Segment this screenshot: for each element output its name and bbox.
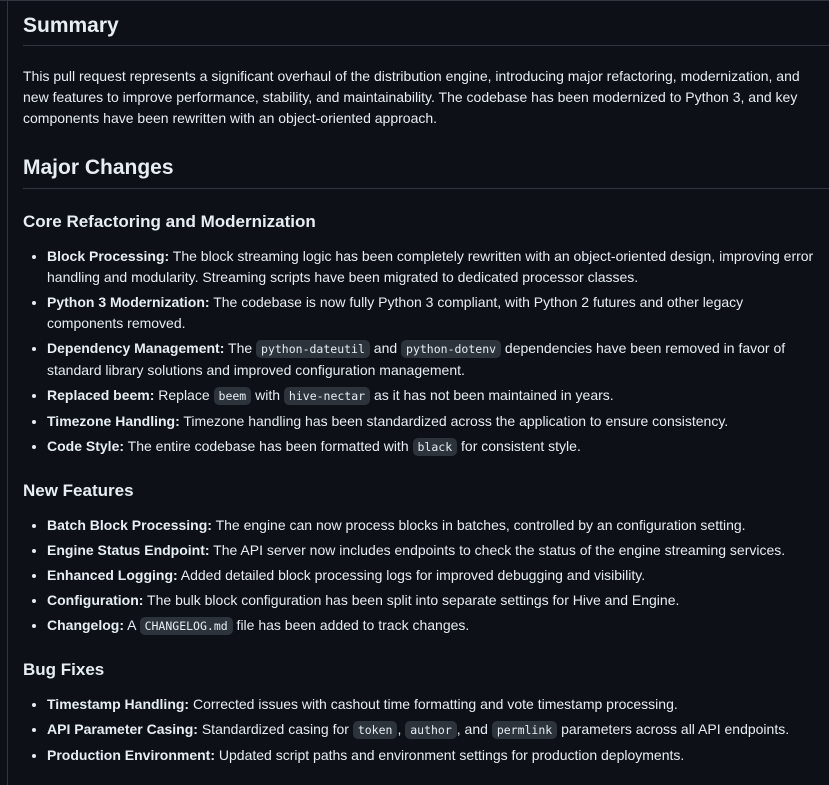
inline-code: CHANGELOG.md — [140, 617, 233, 635]
list-item: • Dependency Management: The python-dateutil and python-dotenv dependencies have been removed in favor of standard library solutions and improved configuration management. — [47, 338, 829, 381]
inline-code: black — [413, 438, 458, 456]
inline-code: token — [353, 721, 398, 739]
major-changes-heading: Major Changes — [23, 155, 829, 188]
bug-fixes-list — [23, 694, 829, 766]
inline-code: python-dotenv — [401, 340, 501, 358]
list-item: • Batch Block Processing: The engine can now process blocks in batches, controlled by an configuration setting. — [47, 515, 829, 536]
core-refactoring-list — [23, 246, 829, 458]
list-item: • Engine Status Endpoint: The API server now includes endpoints to check the status of the engine streaming services. — [47, 540, 829, 561]
core-refactoring-heading: Core Refactoring and Modernization — [23, 211, 316, 231]
list-item: • Replaced beem: Replace beem with hive-nectar as it has not been maintained in years. — [47, 385, 829, 407]
list-item: • Code Style: The entire codebase has been formatted with black for consistent style. — [47, 436, 829, 458]
list-item: • Enhanced Logging: Added detailed block processing logs for improved debugging and visibility. — [47, 565, 829, 586]
bug-fixes-heading: Bug Fixes — [23, 660, 105, 679]
summary-heading: Summary — [23, 0, 829, 46]
list-item: • Configuration: The bulk block configuration has been split into separate settings for Hive and Engine. — [47, 590, 829, 611]
list-item: • Block Processing: The block streaming logic has been completely rewritten with an object-oriented design, improving error handling and modularity. Streaming scripts have been migrated to dedicated processor classes. — [47, 246, 829, 288]
list-item: • API Parameter Casing: Standardized casing for token , author , and permlink parameters across all API endpoints. — [47, 719, 829, 741]
list-item: • Production Environment: Updated script paths and environment settings for production deployments. — [47, 745, 829, 766]
list-item: • Timezone Handling: Timezone handling has been standardized across the application to ensure consistency. — [47, 411, 829, 432]
list-item: • Timestamp Handling: Corrected issues with cashout time formatting and vote timestamp processing. — [47, 694, 829, 715]
summary-paragraph: This pull request represents a significant overhaul of the distribution engine, introducing major refactoring, modernization, and new features to improve performance, stability, and maintainability. The codebase has been modernized to Python 3, and key components have been rewritten with an object-oriented approach. — [23, 68, 800, 127]
new-features-list — [23, 515, 829, 637]
left-border — [7, 0, 8, 785]
inline-code: hive-nectar — [284, 387, 370, 405]
inline-code: python-dateutil — [256, 340, 370, 358]
new-features-heading: New Features — [23, 480, 134, 500]
list-item: • Changelog: A CHANGELOG.md file has been added to track changes. — [47, 615, 829, 637]
inline-code: author — [405, 721, 457, 739]
inline-code: beem — [214, 387, 252, 405]
markdown-body — [23, 0, 829, 766]
list-item: • Python 3 Modernization: The codebase is now fully Python 3 compliant, with Python 2 futures and other legacy components removed. — [47, 292, 829, 334]
inline-code: permlink — [492, 721, 557, 739]
